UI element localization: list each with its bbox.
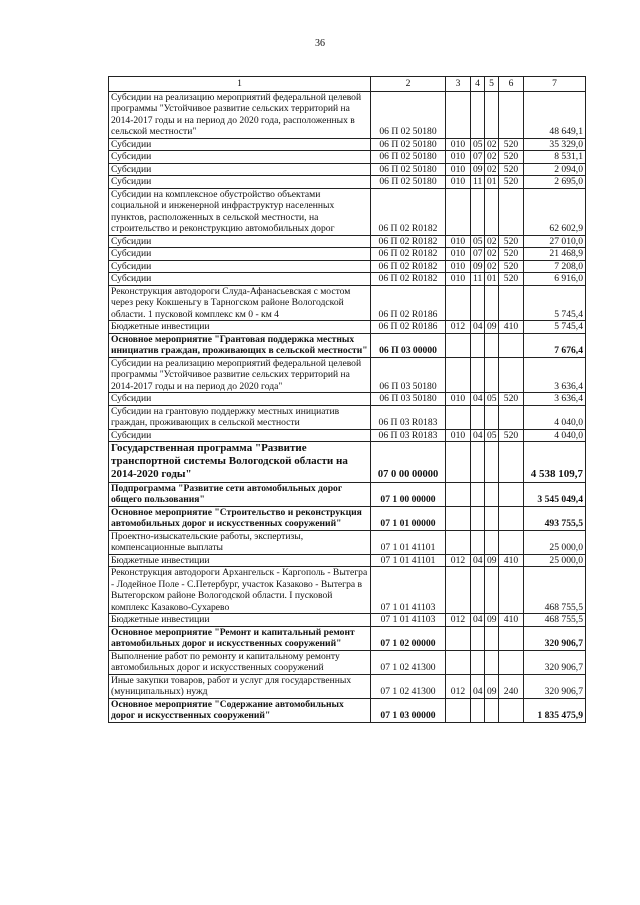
row-amount: 21 468,9 xyxy=(524,248,586,261)
row-name: Основное мероприятие "Ремонт и капитальный ремонт автомобильных дорог и искусственных сооружений" xyxy=(109,626,371,650)
row-amount: 320 906,7 xyxy=(524,626,586,650)
row-col4: 05 xyxy=(471,235,485,248)
row-col6 xyxy=(499,405,524,429)
column-header: 7 xyxy=(524,77,586,92)
row-name: Основное мероприятие "Грантовая поддержка местных инициатив граждан, проживающих в сельской местности" xyxy=(109,333,371,357)
row-name: Субсидии на грантовую поддержку местных инициатив граждан, проживающих в сельской местности xyxy=(109,405,371,429)
row-amount: 5 745,4 xyxy=(524,321,586,334)
column-header: 4 xyxy=(471,77,485,92)
table-row xyxy=(109,235,586,248)
table-row xyxy=(109,567,586,614)
row-code: 06 П 02 R0186 xyxy=(371,285,446,321)
column-header: 2 xyxy=(371,77,446,92)
row-col5 xyxy=(485,188,499,235)
row-col5: 01 xyxy=(485,273,499,286)
row-col3: 010 xyxy=(446,151,471,164)
row-col6 xyxy=(499,357,524,393)
row-amount: 25 000,0 xyxy=(524,554,586,567)
row-col6 xyxy=(499,442,524,483)
row-amount: 62 602,9 xyxy=(524,188,586,235)
row-col4 xyxy=(471,405,485,429)
table-row xyxy=(109,176,586,189)
row-code: 06 П 03 R0183 xyxy=(371,405,446,429)
row-col6 xyxy=(499,698,524,722)
table-row xyxy=(109,554,586,567)
table-row xyxy=(109,321,586,334)
row-col5 xyxy=(485,506,499,530)
row-col4: 04 xyxy=(471,393,485,406)
row-col4: 04 xyxy=(471,674,485,698)
row-amount: 3 545 049,4 xyxy=(524,482,586,506)
row-col5 xyxy=(485,626,499,650)
row-col4: 04 xyxy=(471,554,485,567)
row-col5: 09 xyxy=(485,321,499,334)
row-code: 07 1 00 00000 xyxy=(371,482,446,506)
table-row xyxy=(109,273,586,286)
row-col4: 11 xyxy=(471,176,485,189)
row-code: 06 П 02 R0182 xyxy=(371,235,446,248)
row-name: Субсидии xyxy=(109,163,371,176)
row-col5 xyxy=(485,482,499,506)
row-name: Иные закупки товаров, работ и услуг для государственных (муниципальных) нужд xyxy=(109,674,371,698)
row-code: 07 1 01 41101 xyxy=(371,530,446,554)
row-col4: 07 xyxy=(471,248,485,261)
row-col6: 520 xyxy=(499,163,524,176)
row-col5: 09 xyxy=(485,554,499,567)
row-code: 07 1 01 41103 xyxy=(371,614,446,627)
table-row xyxy=(109,530,586,554)
row-name: Субсидии xyxy=(109,260,371,273)
row-code: 06 П 02 R0182 xyxy=(371,260,446,273)
row-code: 06 П 02 50180 xyxy=(371,138,446,151)
row-col3 xyxy=(446,442,471,483)
table-row xyxy=(109,163,586,176)
row-col5: 02 xyxy=(485,235,499,248)
row-col6: 520 xyxy=(499,260,524,273)
row-name: Выполнение работ по ремонту и капитальному ремонту автомобильных дорог и искусственных сооружений xyxy=(109,650,371,674)
row-amount: 6 916,0 xyxy=(524,273,586,286)
row-col5: 05 xyxy=(485,429,499,442)
row-col4 xyxy=(471,626,485,650)
row-col5: 02 xyxy=(485,163,499,176)
row-col3: 012 xyxy=(446,614,471,627)
column-header: 6 xyxy=(499,77,524,92)
row-col3 xyxy=(446,506,471,530)
table-row xyxy=(109,650,586,674)
table-row xyxy=(109,626,586,650)
row-amount: 4 040,0 xyxy=(524,429,586,442)
row-name: Государственная программа "Развитие транспортной системы Вологодской области на 2014-2020 годы" xyxy=(109,442,371,483)
row-name: Реконструкция автодороги Архангельск - Каргополь - Вытегра - Лодейное Поле - С.Петербург, участок Казаково - Вытегра в Вытегорском районе Вологодской области. I пусковой комплекс Казаково-Сухарево xyxy=(109,567,371,614)
row-amount: 48 649,1 xyxy=(524,91,586,138)
row-col5 xyxy=(485,285,499,321)
column-header: 5 xyxy=(485,77,499,92)
row-col4: 09 xyxy=(471,163,485,176)
row-col5: 02 xyxy=(485,151,499,164)
row-code: 07 1 03 00000 xyxy=(371,698,446,722)
row-col6: 520 xyxy=(499,273,524,286)
row-col6 xyxy=(499,482,524,506)
table-row xyxy=(109,333,586,357)
row-code: 06 П 02 50180 xyxy=(371,163,446,176)
row-name: Субсидии на реализацию мероприятий федеральной целевой программы "Устойчивое развитие сельских территорий на 2014-2017 годы и на период до 2020 года, расположенных в сельской местности" xyxy=(109,91,371,138)
table-row xyxy=(109,614,586,627)
row-col4: 11 xyxy=(471,273,485,286)
row-name: Субсидии xyxy=(109,429,371,442)
row-col4 xyxy=(471,650,485,674)
row-code: 07 0 00 00000 xyxy=(371,442,446,483)
row-col5: 02 xyxy=(485,248,499,261)
row-col4: 04 xyxy=(471,321,485,334)
row-code: 06 П 03 50180 xyxy=(371,393,446,406)
row-amount: 2 094,0 xyxy=(524,163,586,176)
row-col4 xyxy=(471,91,485,138)
row-code: 06 П 03 50180 xyxy=(371,357,446,393)
row-amount: 27 010,0 xyxy=(524,235,586,248)
row-col6 xyxy=(499,285,524,321)
row-col6 xyxy=(499,650,524,674)
row-col6 xyxy=(499,530,524,554)
row-amount: 493 755,5 xyxy=(524,506,586,530)
row-col4 xyxy=(471,285,485,321)
row-col3 xyxy=(446,567,471,614)
table-row xyxy=(109,674,586,698)
row-amount: 4 040,0 xyxy=(524,405,586,429)
row-col4 xyxy=(471,506,485,530)
row-col5 xyxy=(485,650,499,674)
row-code: 06 П 02 R0182 xyxy=(371,273,446,286)
row-col3 xyxy=(446,188,471,235)
row-col4: 07 xyxy=(471,151,485,164)
row-name: Субсидии xyxy=(109,138,371,151)
table-row xyxy=(109,506,586,530)
row-col3: 012 xyxy=(446,321,471,334)
row-code: 06 П 02 R0186 xyxy=(371,321,446,334)
row-amount: 2 695,0 xyxy=(524,176,586,189)
row-col6: 520 xyxy=(499,429,524,442)
row-col6 xyxy=(499,626,524,650)
row-amount: 468 755,5 xyxy=(524,614,586,627)
row-amount: 7 676,4 xyxy=(524,333,586,357)
row-col4 xyxy=(471,482,485,506)
row-code: 07 1 01 00000 xyxy=(371,506,446,530)
column-header: 1 xyxy=(109,77,371,92)
row-col5 xyxy=(485,91,499,138)
row-code: 06 П 03 00000 xyxy=(371,333,446,357)
row-col3 xyxy=(446,285,471,321)
table-row xyxy=(109,442,586,483)
row-col6: 520 xyxy=(499,138,524,151)
table-row xyxy=(109,429,586,442)
row-code: 07 1 02 00000 xyxy=(371,626,446,650)
table-row xyxy=(109,405,586,429)
row-col3: 012 xyxy=(446,674,471,698)
row-code: 06 П 03 R0183 xyxy=(371,429,446,442)
row-amount: 468 755,5 xyxy=(524,567,586,614)
row-col6: 520 xyxy=(499,151,524,164)
row-name: Бюджетные инвестиции xyxy=(109,321,371,334)
row-col3: 010 xyxy=(446,260,471,273)
row-col6: 410 xyxy=(499,321,524,334)
row-col4: 04 xyxy=(471,614,485,627)
row-name: Субсидии xyxy=(109,273,371,286)
row-col4 xyxy=(471,188,485,235)
row-code: 06 П 02 R0182 xyxy=(371,188,446,235)
row-name: Субсидии xyxy=(109,248,371,261)
row-name: Субсидии xyxy=(109,393,371,406)
row-amount: 3 636,4 xyxy=(524,357,586,393)
row-col3: 010 xyxy=(446,273,471,286)
row-col3: 010 xyxy=(446,248,471,261)
table-row xyxy=(109,698,586,722)
table-row xyxy=(109,248,586,261)
table-row xyxy=(109,138,586,151)
row-col6: 520 xyxy=(499,248,524,261)
row-col4 xyxy=(471,442,485,483)
row-code: 07 1 02 41300 xyxy=(371,650,446,674)
row-col3 xyxy=(446,626,471,650)
row-code: 06 П 02 50180 xyxy=(371,176,446,189)
row-col5: 05 xyxy=(485,393,499,406)
table-row xyxy=(109,260,586,273)
row-col5: 09 xyxy=(485,614,499,627)
row-col4: 05 xyxy=(471,138,485,151)
row-col6: 520 xyxy=(499,235,524,248)
row-col5 xyxy=(485,698,499,722)
row-col6 xyxy=(499,91,524,138)
row-code: 07 1 01 41101 xyxy=(371,554,446,567)
row-col3 xyxy=(446,333,471,357)
row-amount: 320 906,7 xyxy=(524,674,586,698)
row-name: Бюджетные инвестиции xyxy=(109,554,371,567)
row-name: Реконструкция автодороги Слуда-Афанасьевская с мостом через реку Кокшеньгу в Тарногском районе Вологодской области. 1 пусковой комплекс км 0 - км 4 xyxy=(109,285,371,321)
row-col6: 240 xyxy=(499,674,524,698)
row-col3 xyxy=(446,482,471,506)
row-code: 07 1 01 41103 xyxy=(371,567,446,614)
row-amount: 8 531,1 xyxy=(524,151,586,164)
row-code: 06 П 02 50180 xyxy=(371,91,446,138)
row-col5: 09 xyxy=(485,674,499,698)
row-amount: 1 835 475,9 xyxy=(524,698,586,722)
table-row xyxy=(109,357,586,393)
row-col5 xyxy=(485,333,499,357)
row-col6 xyxy=(499,506,524,530)
row-name: Субсидии на комплексное обустройство объектами социальной и инженерной инфраструктур населенных пунктов, расположенных в сельской местности, на строительство и реконструкцию автомобильных дорог xyxy=(109,188,371,235)
row-amount: 320 906,7 xyxy=(524,650,586,674)
budget-table xyxy=(108,76,586,723)
row-col4 xyxy=(471,530,485,554)
row-code: 06 П 02 R0182 xyxy=(371,248,446,261)
table-row xyxy=(109,482,586,506)
row-col3 xyxy=(446,357,471,393)
row-col3: 012 xyxy=(446,554,471,567)
row-col3: 010 xyxy=(446,138,471,151)
row-col5 xyxy=(485,405,499,429)
row-amount: 7 208,0 xyxy=(524,260,586,273)
row-col6: 410 xyxy=(499,614,524,627)
row-amount: 35 329,0 xyxy=(524,138,586,151)
row-amount: 3 636,4 xyxy=(524,393,586,406)
row-col5 xyxy=(485,530,499,554)
row-name: Подпрограмма "Развитие сети автомобильных дорог общего пользования" xyxy=(109,482,371,506)
row-col3: 010 xyxy=(446,393,471,406)
row-col3: 010 xyxy=(446,235,471,248)
column-header: 3 xyxy=(446,77,471,92)
table-row xyxy=(109,188,586,235)
row-amount: 4 538 109,7 xyxy=(524,442,586,483)
row-name: Основное мероприятие "Содержание автомобильных дорог и искусственных сооружений" xyxy=(109,698,371,722)
row-col5 xyxy=(485,567,499,614)
row-name: Субсидии на реализацию мероприятий федеральной целевой программы "Устойчивое развитие сельских территорий на 2014-2017 годы и на период до 2020 года" xyxy=(109,357,371,393)
row-col6 xyxy=(499,188,524,235)
table-row xyxy=(109,285,586,321)
table-row xyxy=(109,151,586,164)
row-name: Бюджетные инвестиции xyxy=(109,614,371,627)
row-amount: 5 745,4 xyxy=(524,285,586,321)
row-name: Субсидии xyxy=(109,176,371,189)
row-col6: 410 xyxy=(499,554,524,567)
row-code: 07 1 02 41300 xyxy=(371,674,446,698)
row-name: Субсидии xyxy=(109,235,371,248)
row-col4 xyxy=(471,357,485,393)
row-amount: 25 000,0 xyxy=(524,530,586,554)
table-row xyxy=(109,91,586,138)
row-col3: 010 xyxy=(446,429,471,442)
row-col6 xyxy=(499,333,524,357)
table-header-row xyxy=(109,77,586,92)
row-col5: 02 xyxy=(485,138,499,151)
row-name: Субсидии xyxy=(109,151,371,164)
row-col3 xyxy=(446,405,471,429)
row-name: Проектно-изыскательские работы, экспертизы, компенсационные выплаты xyxy=(109,530,371,554)
row-name: Основное мероприятие "Строительство и реконструкция автомобильных дорог и искусственных сооружений" xyxy=(109,506,371,530)
row-code: 06 П 02 50180 xyxy=(371,151,446,164)
row-col6: 520 xyxy=(499,393,524,406)
page-number: 36 xyxy=(315,38,325,49)
row-col3: 010 xyxy=(446,163,471,176)
row-col4: 09 xyxy=(471,260,485,273)
table-row xyxy=(109,393,586,406)
row-col3 xyxy=(446,650,471,674)
row-col3 xyxy=(446,530,471,554)
row-col5: 01 xyxy=(485,176,499,189)
row-col5 xyxy=(485,442,499,483)
row-col4 xyxy=(471,698,485,722)
row-col4 xyxy=(471,567,485,614)
row-col3 xyxy=(446,91,471,138)
row-col6 xyxy=(499,567,524,614)
row-col4: 04 xyxy=(471,429,485,442)
row-col5: 02 xyxy=(485,260,499,273)
row-col4 xyxy=(471,333,485,357)
row-col6: 520 xyxy=(499,176,524,189)
row-col3 xyxy=(446,698,471,722)
row-col3: 010 xyxy=(446,176,471,189)
row-col5 xyxy=(485,357,499,393)
